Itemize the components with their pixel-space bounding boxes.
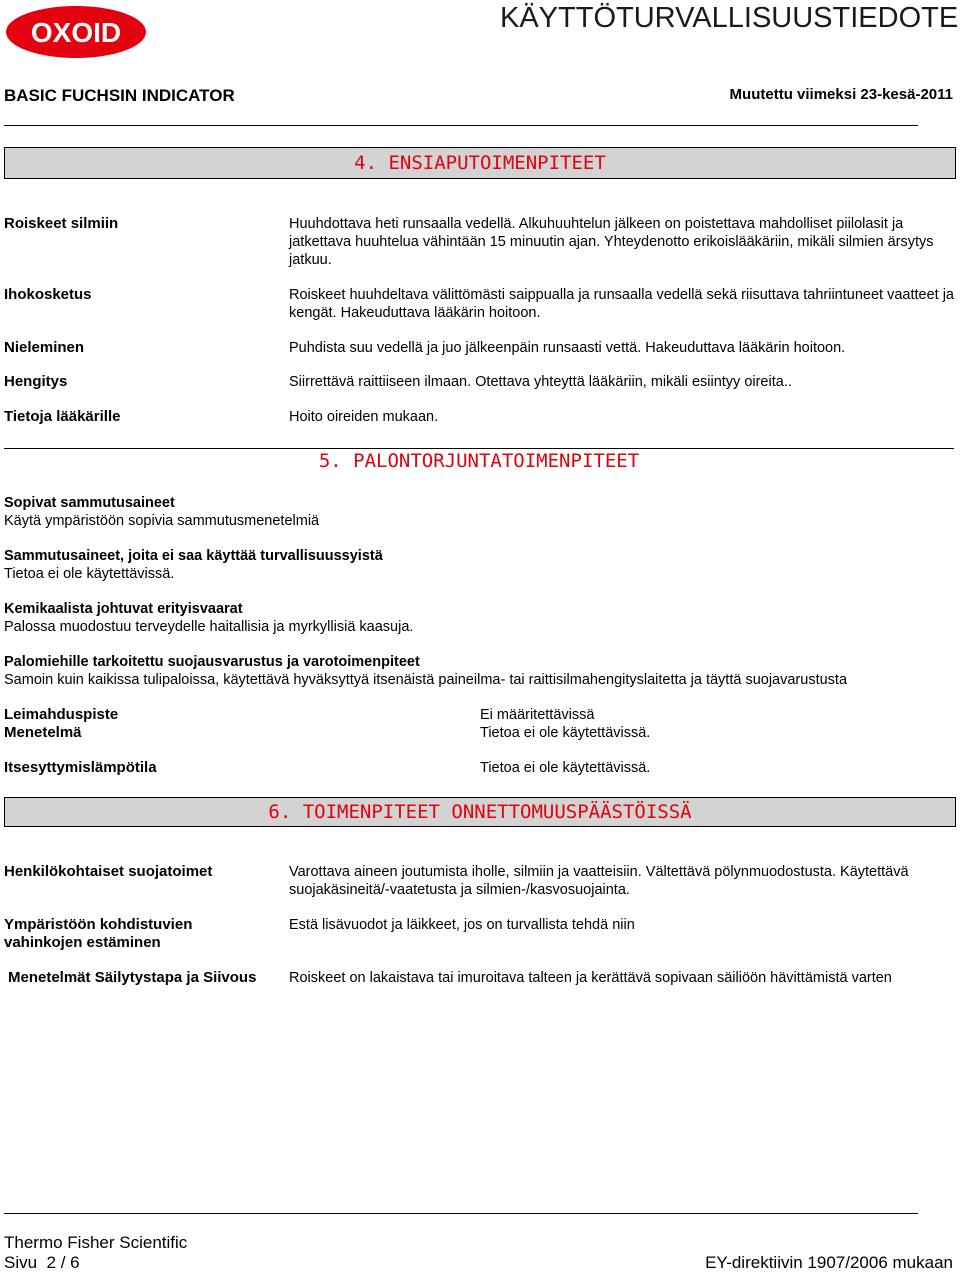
section-5-rule: [4, 448, 954, 449]
s5-text-extinguishing: Käytä ympäristöön sopivia sammutusmenetelmiä: [4, 513, 320, 529]
s6-label-personal: Henkilökohtaiset suojatoimet: [4, 863, 213, 880]
s5-value-autoignition: Tietoa ei ole käytettävissä.: [480, 760, 651, 776]
header-divider: [4, 125, 918, 126]
product-name: BASIC FUCHSIN INDICATOR: [4, 86, 235, 105]
s4-label-ingestion: Nieleminen: [4, 339, 85, 356]
s5-value-flashpoint: Ei määritettävissä: [480, 707, 595, 723]
s5-block-hazards: [4, 600, 954, 636]
s6-text-personal: Varottava aineen joutumista iholle, silmiin ja vaatteisiin. Vältettävä pölynmuodostusta. Käytettävä suojakäsineitä/-vaatetusta ja silmien-/kasvosuojainta.: [289, 864, 909, 898]
footer-company: Thermo Fisher Scientific: [4, 1233, 188, 1252]
s4-text-physician: Hoito oireiden mukaan.: [289, 409, 439, 425]
s5-heading-firefighters: Palomiehille tarkoitettu suojausvarustus ja varotoimenpiteet: [4, 654, 420, 670]
section-5-title: 5. PALONTORJUNTATOIMENPITEET: [318, 450, 640, 472]
s5-block-unsuitable: [4, 547, 954, 583]
s4-text-ingestion: Puhdista suu vedellä ja juo jälkeenpäin runsaasti vettä. Hakeuduttava lääkärin hoitoon.: [289, 340, 846, 356]
s4-text-inhalation: Siirrettävä raittiiseen ilmaan. Otettava yhteyttä lääkäriin, mikäli esiintyy oireita..: [289, 374, 792, 390]
s4-label-eyes: Roiskeet silmiin: [4, 215, 119, 232]
logo-text: OXOID: [30, 17, 122, 48]
s5-label-flashpoint: Leimahduspiste: [4, 706, 119, 723]
s5-value-method: Tietoa ei ole käytettävissä.: [480, 725, 651, 741]
s4-text-skin: Roiskeet huuhdeltava välittömästi saippualla ja runsaalla vedellä sekä riisuttava tahriintuneet vaatteet ja kengät. Hakeuduttava lääkärin hoitoon.: [289, 287, 954, 321]
s5-block-firefighters: [4, 653, 956, 689]
revision-date: Muutettu viimeksi 23-kesä-2011: [729, 86, 953, 103]
s4-label-skin: Ihokosketus: [4, 286, 92, 303]
s5-label-method: Menetelmä: [4, 724, 82, 741]
s4-label-inhalation: Hengitys: [4, 373, 68, 390]
footer-directive: EY-direktiivin 1907/2006 mukaan: [705, 1253, 953, 1272]
section-4-title: 4. ENSIAPUTOIMENPITEET: [4, 147, 956, 179]
footer-divider: [4, 1213, 918, 1214]
s5-heading-hazards: Kemikaalista johtuvat erityisvaarat: [4, 601, 243, 617]
s5-text-unsuitable: Tietoa ei ole käytettävissä.: [4, 566, 175, 582]
s6-label-environment: Ympäristöön kohdistuvien vahinkojen estäminen: [4, 916, 193, 951]
s5-text-firefighters: Samoin kuin kaikissa tulipaloissa, käytettävä hyväksyttyä itsenäistä paineilma- tai raittisilmahengityslaitetta ja täyttä suojavarustusta: [4, 672, 848, 688]
s6-label-methods: Menetelmät Säilytystapa ja Siivous: [8, 969, 257, 986]
s4-label-physician: Tietoja lääkärille: [4, 408, 121, 425]
s5-block-extinguishing: [4, 494, 954, 530]
document-title: KÄYTTÖTURVALLISUUSTIEDOTE: [500, 2, 959, 34]
s5-text-hazards: Palossa muodostuu terveydelle haitallisia ja myrkyllisiä kaasuja.: [4, 619, 414, 635]
s5-label-autoignition: Itsesyttymislämpötila: [4, 759, 157, 776]
s6-text-methods: Roiskeet on lakaistava tai imuroitava talteen ja kerättävä sopivaan säiliöön hävittämistä varten: [289, 970, 892, 986]
s5-heading-extinguishing: Sopivat sammutusaineet: [4, 495, 175, 511]
s4-text-eyes: Huuhdottava heti runsaalla vedellä. Alkuhuuhtelun jälkeen on poistettava mahdolliset piilolasit ja jatkettava huuhtelua vähintään 15 minuutin ajan. Yhteydenotto erikoislääkäriin, mikäli silmien ärsytys jatkuu.: [289, 216, 934, 268]
oxoid-logo: [4, 4, 148, 60]
section-6-title: 6. TOIMENPITEET ONNETTOMUUSPÄÄSTÖISSÄ: [4, 797, 956, 827]
s5-heading-unsuitable: Sammutusaineet, joita ei saa käyttää turvallisuussyistä: [4, 548, 383, 564]
s6-text-environment: Estä lisävuodot ja läikkeet, jos on turvallista tehdä niin: [289, 917, 635, 933]
footer-page-number: Sivu 2 / 6: [4, 1253, 80, 1272]
